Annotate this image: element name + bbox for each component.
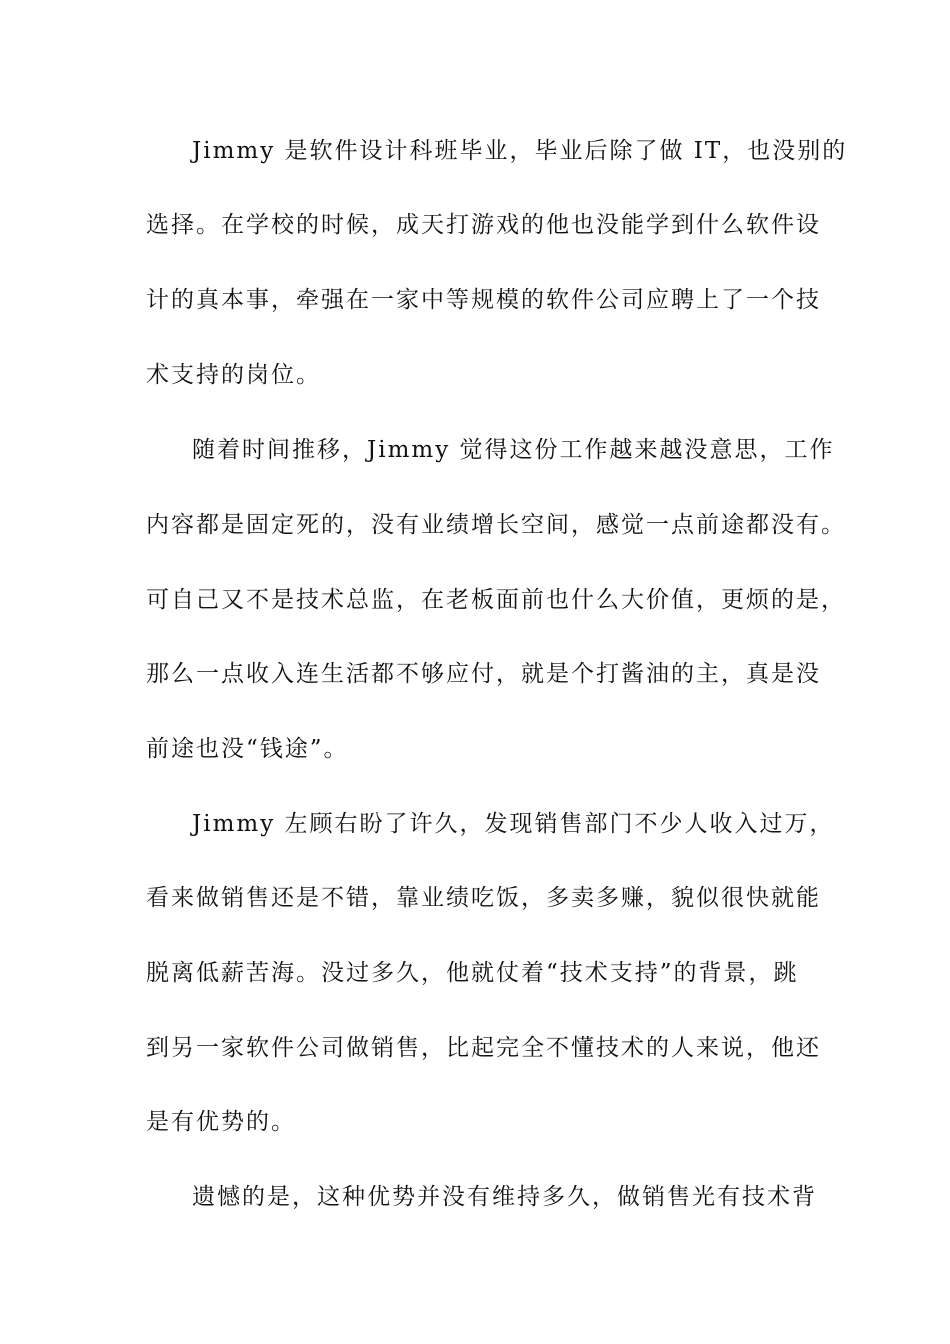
paragraph-2-line-5: 前途也没“钱途”。 — [146, 736, 349, 762]
paragraph-1-line-2: 选择。在学校的时候，成天打游戏的他也没能学到什么软件设 — [146, 212, 821, 238]
paragraph-3-line-5: 是有优势的。 — [146, 1109, 296, 1135]
paragraph-3-line-4: 到另一家软件公司做销售，比起完全不懂技术的人来说，他还 — [146, 1035, 821, 1061]
paragraph-2-line-4: 那么一点收入连生活都不够应付，就是个打酱油的主，真是没 — [146, 661, 821, 687]
paragraph-1-line-1: Jimmy 是软件设计科班毕业，毕业后除了做 IT，也没别的 — [192, 138, 848, 164]
paragraph-2-line-2: 内容都是固定死的，没有业绩增长空间，感觉一点前途都没有。 — [146, 512, 846, 538]
paragraph-3-line-2: 看来做销售还是不错，靠业绩吃饭，多卖多赚，貌似很快就能 — [146, 885, 821, 911]
paragraph-2-line-3: 可自己又不是技术总监，在老板面前也什么大价值，更烦的是， — [146, 587, 846, 613]
paragraph-4-line-1: 遗憾的是，这种优势并没有维持多久，做销售光有技术背 — [192, 1184, 817, 1210]
paragraph-3-line-1: Jimmy 左顾右盼了许久，发现销售部门不少人收入过万， — [192, 811, 835, 837]
paragraph-1-line-3: 计的真本事，牵强在一家中等规模的软件公司应聘上了一个技 — [146, 287, 821, 313]
paragraph-2-line-1: 随着时间推移，Jimmy 觉得这份工作越来越没意思，工作 — [192, 437, 835, 463]
paragraph-1-line-4: 术支持的岗位。 — [146, 362, 321, 388]
paragraph-3-line-3: 脱离低薪苦海。没过多久，他就仗着“技术支持”的背景，跳 — [146, 960, 799, 986]
